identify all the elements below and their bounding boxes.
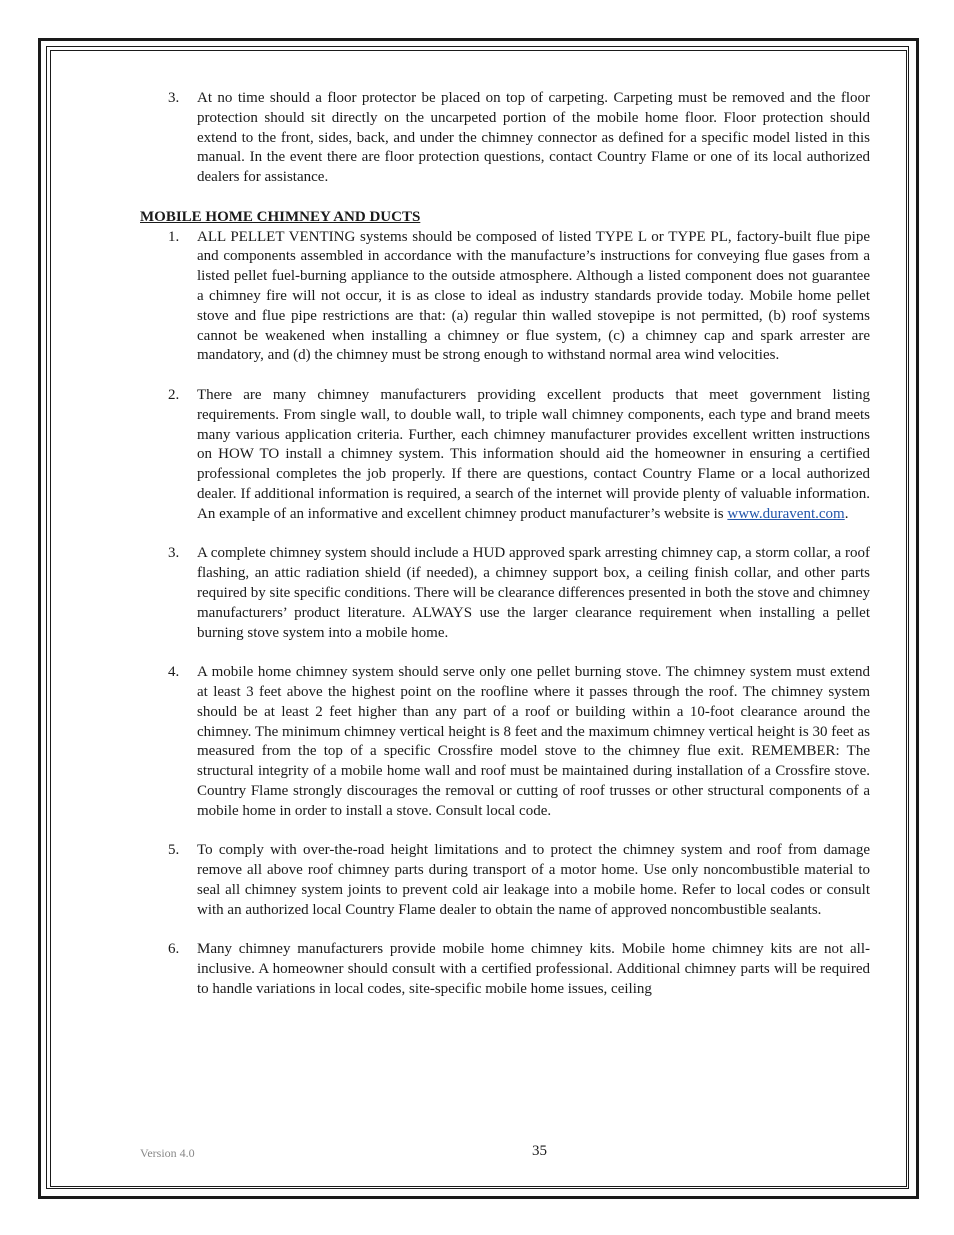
item-text: Many chimney manufacturers provide mobile home chimney kits. Mobile home chimney kits are not all-inclusive. A homeowner should consult with a certified professional. Additional chimney parts will be required to handle variations in local codes, site-specific mobile home issues, ceiling — [197, 941, 870, 997]
item-text: At no time should a floor protector be placed on top of carpeting. Carpeting must be removed and the floor protection should sit directly on the uncarpeted portion of the mobile home floor. Floor protection should extend to the front, sides, back, and under the chimney connector as defined for a specific model listed in this manual. In the event there are floor protection questions, contact Country Flame or one of its local authorized dealers for assistance. — [197, 90, 870, 186]
page-number: 35 — [532, 1143, 547, 1159]
item-number: 5. — [168, 842, 180, 859]
chimney-item-4 — [140, 663, 870, 821]
duravent-link[interactable]: www.duravent.com — [727, 505, 845, 522]
item-text: A complete chimney system should include a HUD approved spark arresting chimney cap, a storm collar, a roof flashing, an attic radiation shield (if needed), a chimney support box, a ceiling finish collar, and other parts required by site specific conditions. There will be clearance differences presented in both the stove and chimney manufacturers’ product literature. ALWAYS use the larger clearance requirement when installing a pellet burning stove system into a mobile home. — [197, 545, 870, 641]
section-heading: MOBILE HOME CHIMNEY AND DUCTS — [140, 208, 421, 225]
item-number: 3. — [168, 90, 180, 106]
item-text: ALL PELLET VENTING systems should be composed of listed TYPE L or TYPE PL, factory-built flue pipe and components assembled in accordance with the manufacture’s instructions for conveying flue gases from a listed pellet fuel-burning appliance to the outside atmosphere. Although a listed component does not guarantee a chimney fire will not occur, it is as close to ideal as industry standards provide today. Mobile home pellet stove and flue pipe restrictions are that: (a) regular thin walled stovepipe is not permitted, (b) roof systems cannot be weakened when installing a chimney or flue system, (c) a chimney cap and spark arrester are mandatory, and (d) the chimney must be strong enough to withstand normal area wind velocities. — [197, 228, 870, 364]
chimney-item-2 — [140, 386, 870, 525]
chimney-item-1 — [140, 228, 870, 367]
chimney-item-6 — [140, 940, 870, 999]
floor-protection-item-3 — [140, 89, 870, 188]
spacer — [140, 188, 870, 208]
item-number: 6. — [168, 941, 180, 958]
item-text: To comply with over-the-road height limitations and to protect the chimney system and roof from damage remove all above roof chimney parts during transport of a motor home. Use only noncombustible material to seal all chimney system joints to prevent cold air leakage into a mobile home. Refer to local codes or consult with an authorized local Country Flame dealer to obtain the name of approved noncombustible sealants. — [197, 842, 870, 918]
chimney-item-5 — [140, 841, 870, 920]
item-number: 3. — [168, 545, 180, 562]
spacer — [140, 366, 870, 386]
spacer — [140, 643, 870, 663]
footer-version: Version 4.0 — [140, 1146, 195, 1160]
chimney-item-3 — [140, 544, 870, 643]
page-content — [140, 89, 870, 1000]
item-text: A mobile home chimney system should serve only one pellet burning stove. The chimney system must extend at least 3 feet above the highest point on the roofline where it passes through the roof. The chimney system should be at least 2 feet higher than any part of a roof or building within a 10-foot clearance around the chimney. The minimum chimney vertical height is 8 feet and the maximum chimney vertical height is 30 feet as measured from the top of a specific Crossfire model stove to the chimney flue exit. REMEMBER: The structural integrity of a mobile home wall and roof must be maintained during installation of a Crossfire stove. Country Flame strongly discourages the removal or cutting of roof trusses or other structural components of a mobile home in order to install a stove. Consult local code. — [197, 664, 870, 819]
item-text-end: . — [844, 505, 849, 522]
spacer — [140, 821, 870, 841]
spacer — [140, 920, 870, 940]
spacer — [140, 525, 870, 545]
item-number: 1. — [168, 228, 180, 245]
item-number: 2. — [168, 386, 180, 403]
item-text: There are many chimney manufacturers providing excellent products that meet government listing requirements. From single wall, to double wall, to triple wall chimney components, each type and brand meets many various application criteria. Further, each chimney manufacturer provides excellent written instructions on HOW TO install a chimney system. This information should aid the homeowner in ensuring a certified professional completes the job properly. If there are questions, contact Country Flame or a local authorized dealer. If additional information is required, a search of the internet will provide plenty of valuable information. An example of an informative and excellent chimney product manufacturer’s website is — [197, 386, 870, 522]
item-number: 4. — [168, 664, 180, 681]
